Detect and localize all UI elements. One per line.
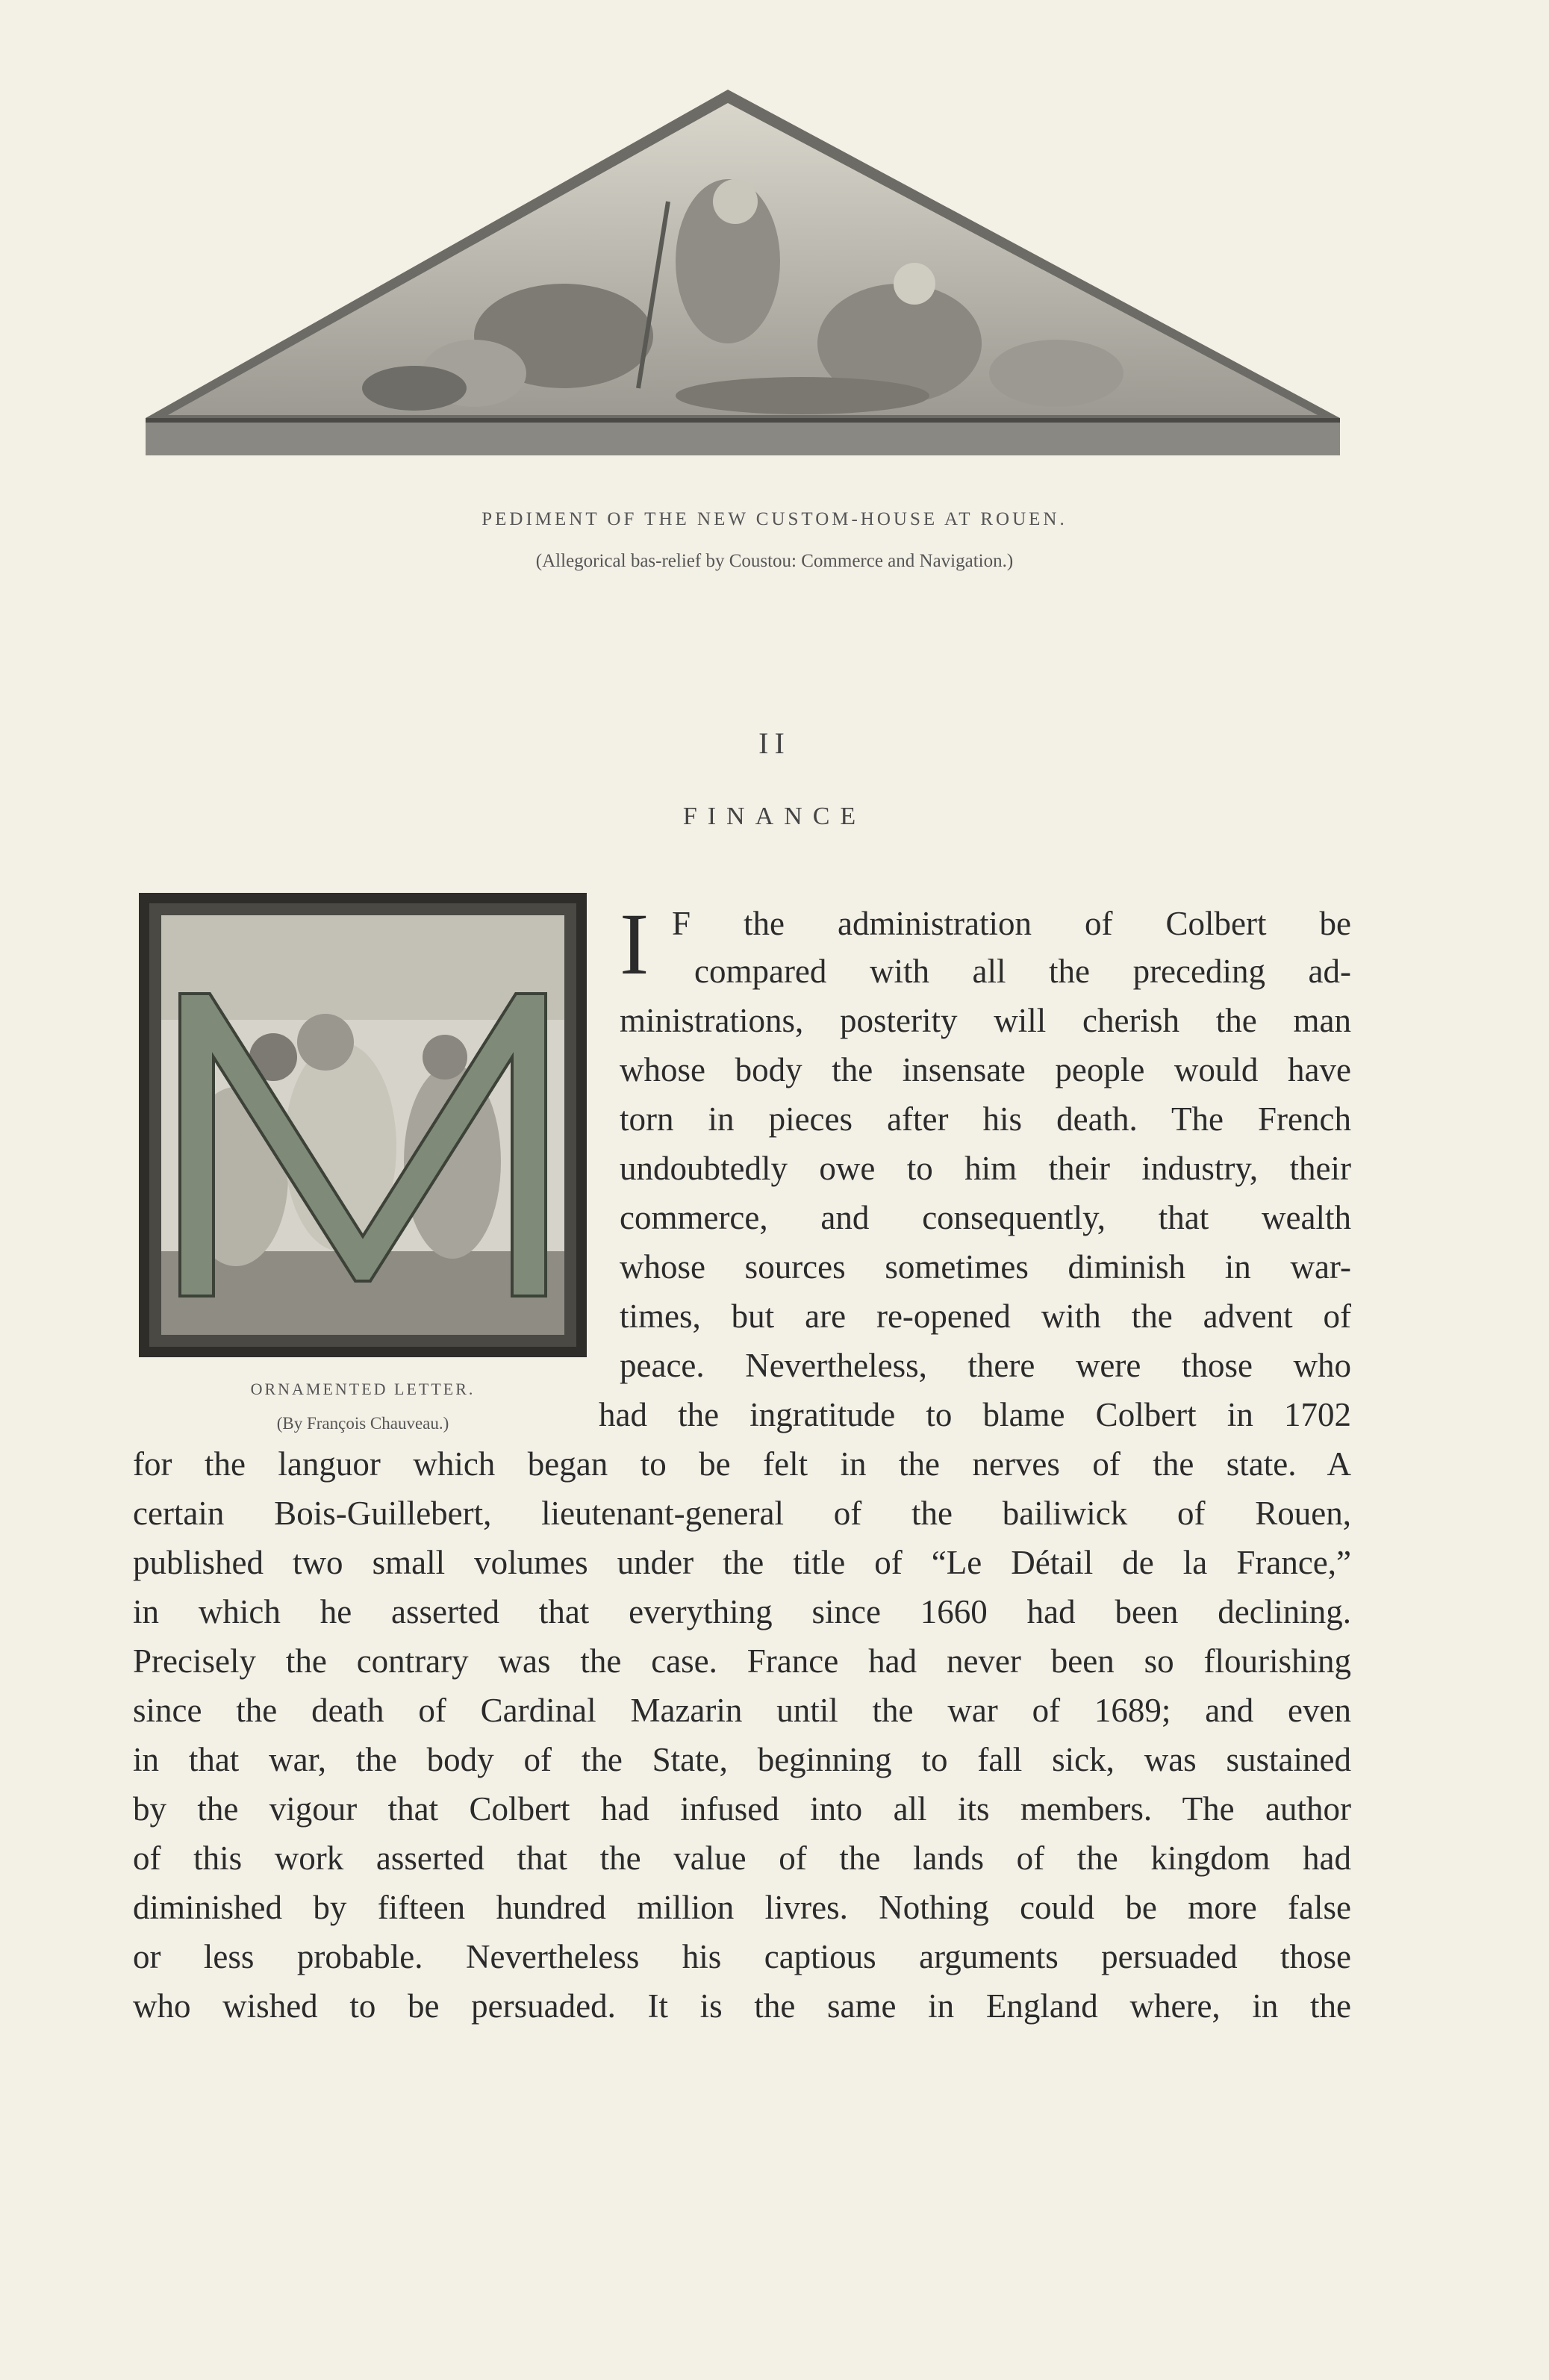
text-line: for the languor which began to be felt in the nerves of the state. A — [133, 1445, 1351, 1483]
pediment-illustration — [146, 90, 1340, 459]
text-line: diminished by fifteen hundred million livres. Nothing could be more false — [133, 1889, 1351, 1926]
figure-caption-title: PEDIMENT OF THE NEW CUSTOM-HOUSE AT ROUEN. — [481, 509, 1068, 529]
text-line: published two small volumes under the title of “Le Détail de la France,” — [133, 1544, 1351, 1581]
chapter-title: FINANCE — [682, 803, 867, 830]
text-line: certain Bois-Guillebert, lieutenant-general of the bailiwick of Rouen, — [133, 1495, 1351, 1532]
chapter-number: II — [758, 726, 791, 760]
text-line: had the ingratitude to blame Colbert in 1702 — [599, 1396, 1351, 1433]
text-line: Precisely the contrary was the case. France had never been so flourishing — [133, 1642, 1351, 1680]
drop-cap: I — [620, 895, 649, 993]
text-line: whose body the insensate people would have — [620, 1051, 1351, 1088]
text-line: undoubtedly owe to him their industry, their — [620, 1150, 1351, 1187]
text-line: peace. Nevertheless, there were those who — [620, 1347, 1351, 1384]
ornament-caption-title: ORNAMENTED LETTER. — [250, 1380, 476, 1398]
text-line: times, but are re-opened with the advent of — [620, 1298, 1351, 1335]
figure-caption-note: (Allegorical bas-relief by Coustou: Commerce and Navigation.) — [535, 551, 1014, 571]
text-line: commerce, and consequently, that wealth — [620, 1199, 1351, 1236]
text-line: compared with all the preceding ad- — [694, 953, 1351, 990]
text-line: torn in pieces after his death. The French — [620, 1100, 1351, 1138]
text-line: who wished to be persuaded. It is the same in England where, in the — [133, 1987, 1351, 2025]
text-line: in that war, the body of the State, beginning to fall sick, was sustained — [133, 1741, 1351, 1778]
text-line: whose sources sometimes diminish in war- — [620, 1248, 1351, 1286]
text-line: by the vigour that Colbert had infused into all its members. The author — [133, 1790, 1351, 1828]
text-line: or less probable. Nevertheless his captious arguments persuaded those — [133, 1938, 1351, 1975]
text-line: F the administration of Colbert be — [672, 905, 1351, 942]
text-line: since the death of Cardinal Mazarin until the war of 1689; and even — [133, 1692, 1351, 1729]
text-line: of this work asserted that the value of the lands of the kingdom had — [133, 1839, 1351, 1877]
ornamented-letter-illustration — [139, 893, 587, 1357]
text-line: in which he asserted that everything since 1660 had been declining. — [133, 1593, 1351, 1630]
ornament-caption-note: (By François Chauveau.) — [276, 1414, 449, 1433]
text-line: ministrations, posterity will cherish the man — [620, 1002, 1351, 1039]
